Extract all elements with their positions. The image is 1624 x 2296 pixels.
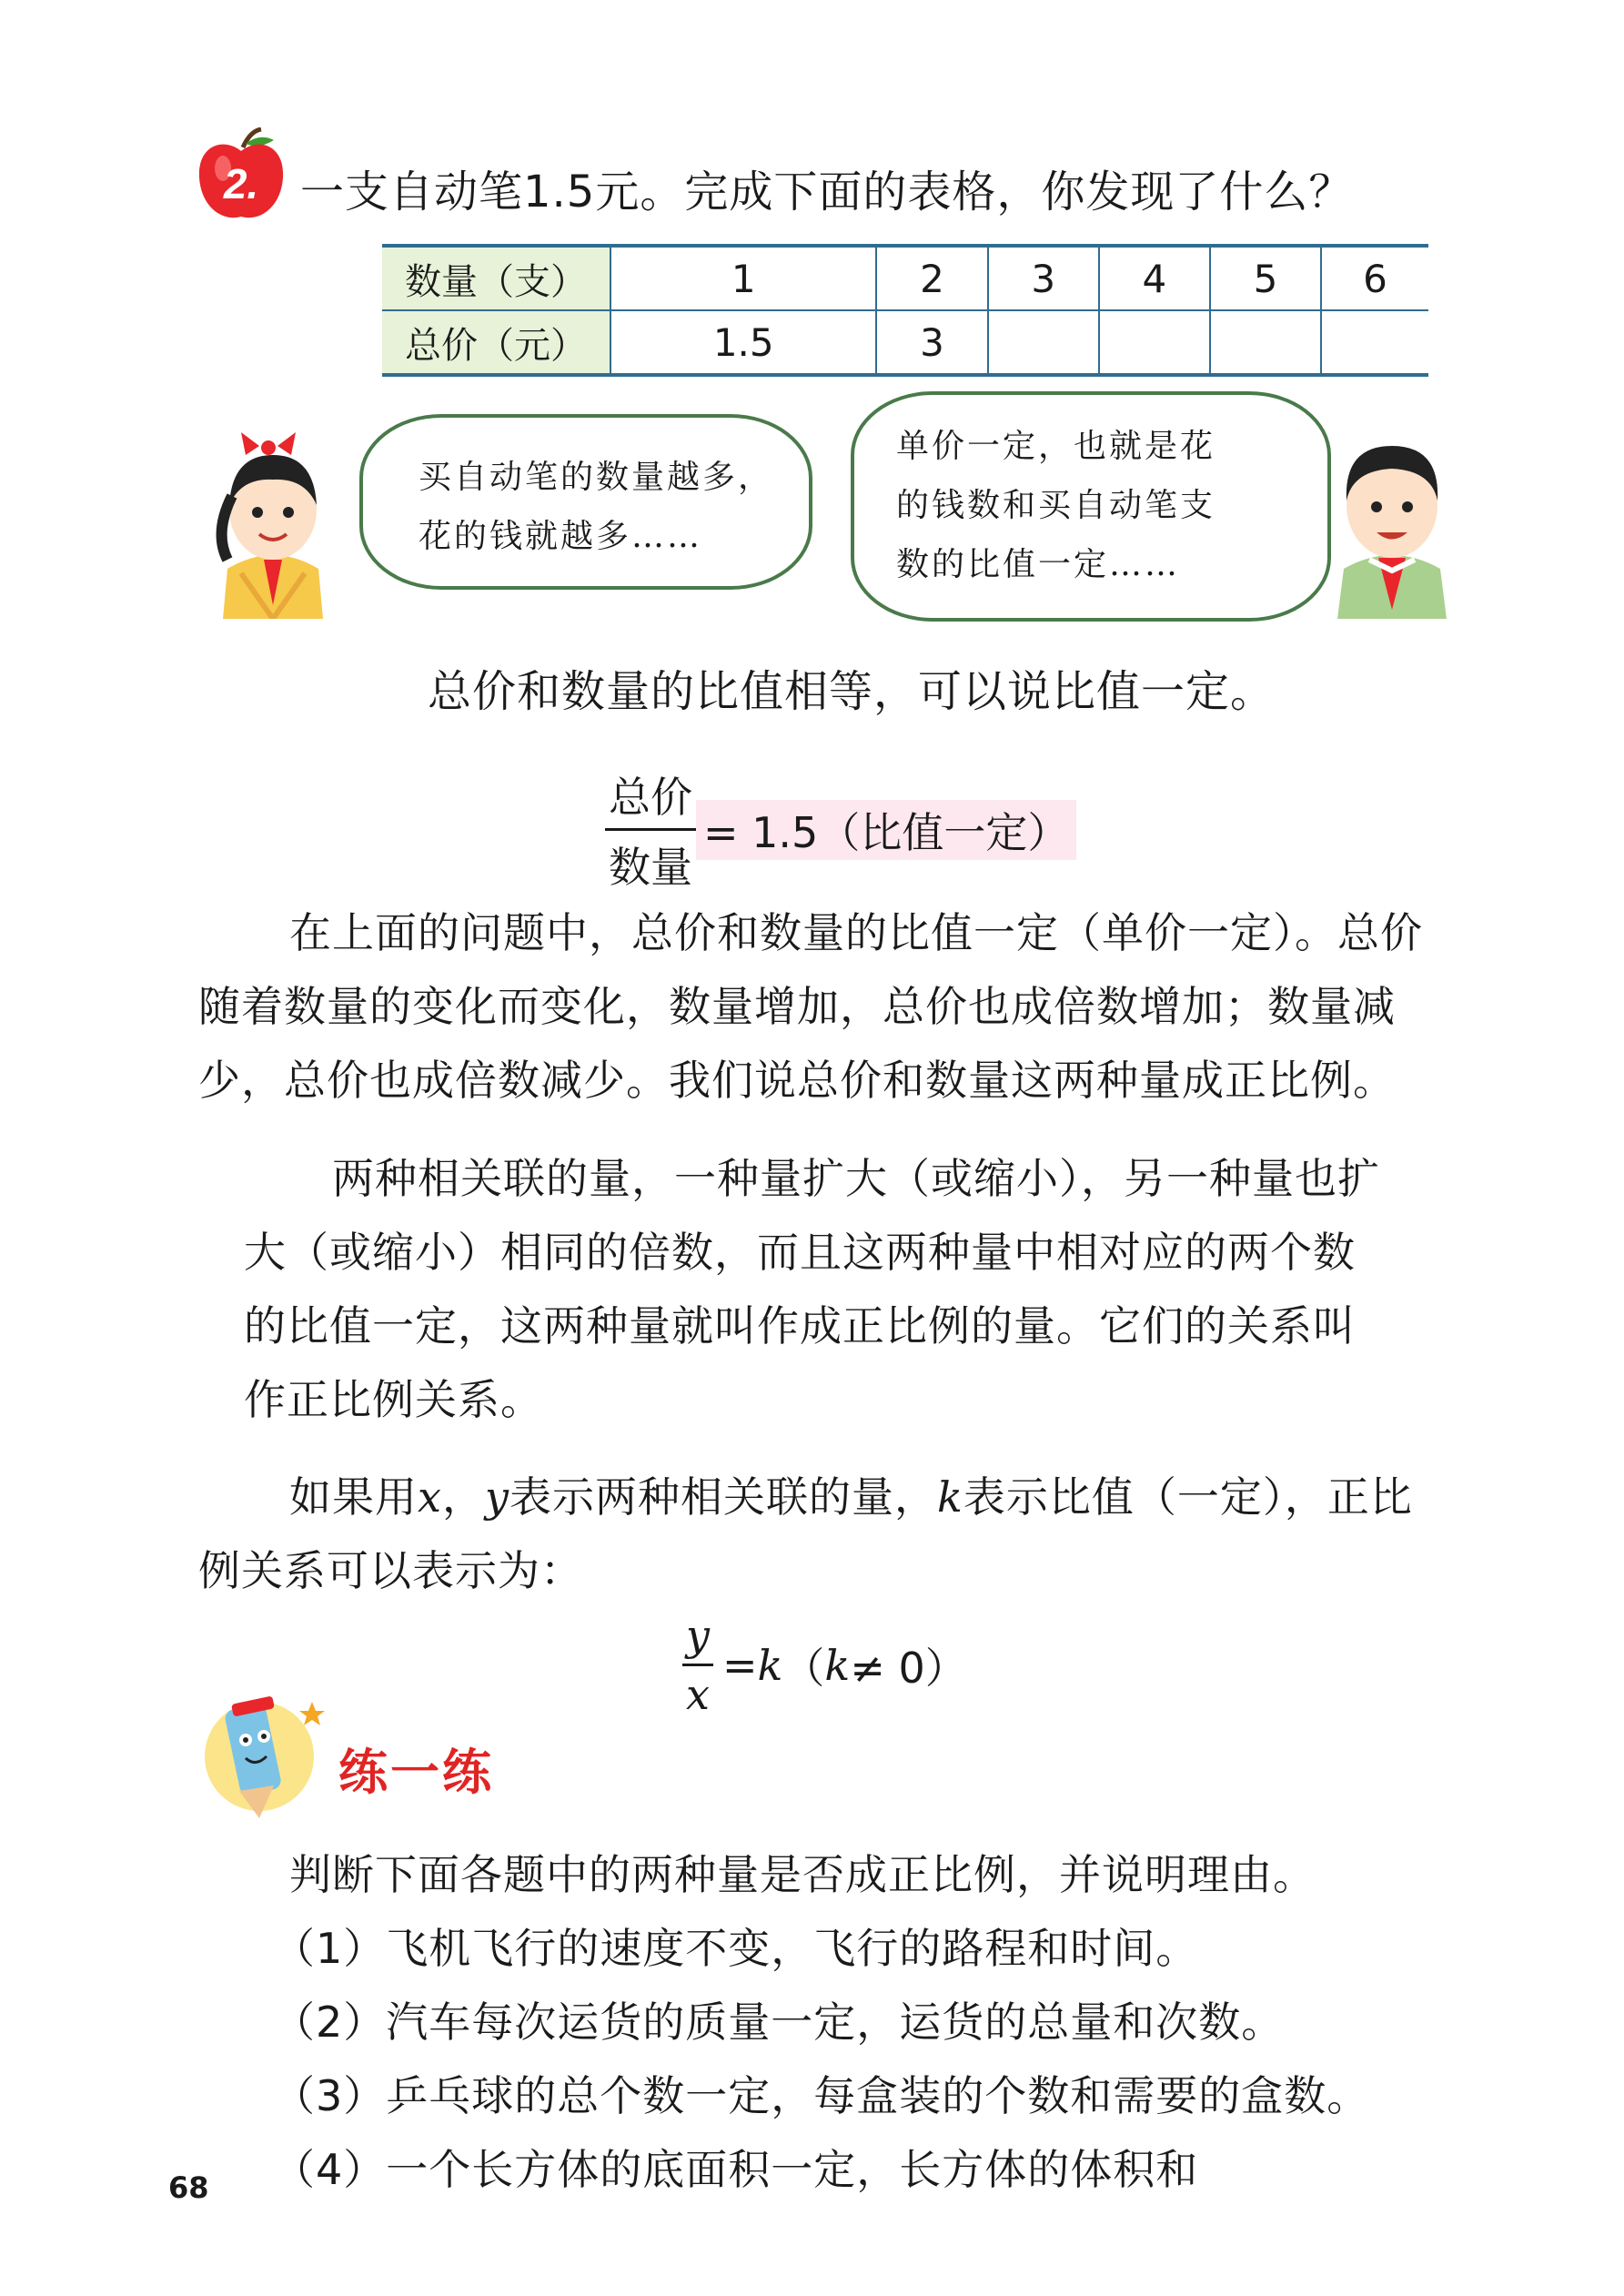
table-cell: [1210, 310, 1321, 375]
fraction-numerator: y: [682, 1611, 713, 1666]
table-cell: 1: [610, 246, 876, 310]
table-cell: 3: [876, 310, 987, 375]
table-cell: 4: [1099, 246, 1210, 310]
table-cell: 5: [1210, 246, 1321, 310]
variable-k: k: [936, 1472, 963, 1522]
table-cell: [1321, 310, 1428, 375]
table-cell: 6: [1321, 246, 1428, 310]
row-header-total-price: 总价（元）: [382, 310, 610, 375]
practice-item: （1）飞机飞行的速度不变，飞行的路程和时间。: [273, 1924, 1199, 1973]
price-ratio-formula: [605, 764, 1076, 895]
variable-y: y: [484, 1472, 509, 1522]
formula-rhs: = 1.5（比值一定）: [696, 800, 1076, 860]
boy-speech-text: [896, 417, 1215, 594]
definition-line: 大（或缩小）相同的倍数，而且这两种量中相对应的两个数: [244, 1228, 1356, 1277]
apple-number-icon: [196, 127, 287, 223]
fraction-denominator: 数量: [609, 843, 692, 892]
variable-x: x: [418, 1472, 442, 1522]
paragraph-line: 例关系可以表示为：: [198, 1546, 583, 1595]
text-span: （: [782, 1643, 825, 1693]
paragraph-line: [289, 1461, 1413, 1534]
paragraph-line: 随着数量的变化而变化，数量增加，总价也成倍数增加；数量减: [198, 982, 1396, 1031]
definition-line: 的比值一定，这两种量就叫作成正比例的量。它们的关系叫: [244, 1301, 1356, 1350]
table-row: [382, 310, 1428, 375]
definition-line: 作正比例关系。: [244, 1375, 543, 1424]
text-span: 如果用: [289, 1472, 418, 1522]
table-row: [382, 246, 1428, 310]
practice-intro: 判断下面各题中的两种量是否成正比例，并说明理由。: [289, 1850, 1316, 1899]
text-span: 表示两种相关联的量，: [509, 1472, 937, 1522]
ratio-statement: 总价和数量的比值相等，可以说比值一定。: [428, 666, 1276, 717]
table-cell: 2: [876, 246, 987, 310]
pencil-mascot-icon: [196, 1684, 332, 1820]
table-cell: [1099, 310, 1210, 375]
problem-number: 2.: [223, 160, 259, 207]
definition-line: 两种相关联的量，一种量扩大（或缩小），另一种量也扩: [332, 1154, 1380, 1203]
girl-illustration: [205, 423, 341, 619]
speech-line: 单价一定，也就是花: [896, 428, 1216, 465]
girl-speech-text: [419, 448, 773, 566]
speech-line: 的钱数和买自动笔支: [896, 487, 1216, 524]
boy-illustration: [1324, 414, 1460, 619]
practice-title: 练一练: [338, 1744, 494, 1801]
page-number: 68: [168, 2170, 209, 2205]
speech-line: 花的钱就越多……: [419, 518, 703, 555]
proportion-formula: [682, 1611, 967, 1719]
speech-line: 数的比值一定……: [896, 546, 1181, 583]
table-cell: 1.5: [610, 310, 876, 375]
text-span: 表示比值（一定），正比: [963, 1472, 1413, 1522]
practice-item: （3）乒乓球的总个数一定，每盒装的个数和需要的盒数。: [273, 2071, 1370, 2120]
paragraph-line: 少，总价也成倍数减少。我们说总价和数量这两种量成正比例。: [198, 1056, 1396, 1105]
table-cell: 3: [988, 246, 1099, 310]
fraction: [605, 764, 696, 895]
paragraph-line: 在上面的问题中，总价和数量的比值一定（单价一定）。总价: [289, 908, 1423, 957]
text-span: ，: [441, 1472, 485, 1522]
price-table: [382, 244, 1428, 377]
text-span: ≠ 0）: [850, 1643, 967, 1693]
fraction: [682, 1611, 713, 1719]
fraction-numerator: 总价: [605, 764, 696, 831]
practice-item: （2）汽车每次运货的质量一定，运货的总量和次数。: [273, 1998, 1285, 2047]
table-cell: [988, 310, 1099, 375]
equals-sign: =: [722, 1640, 758, 1690]
variable-k: k: [757, 1640, 783, 1690]
problem-text: 一支自动笔1.5元。完成下面的表格，你发现了什么？: [300, 167, 1354, 217]
fraction-denominator: x: [686, 1670, 710, 1719]
row-header-quantity: 数量（支）: [382, 246, 610, 310]
variable-k: k: [824, 1640, 851, 1690]
speech-line: 买自动笔的数量越多，: [419, 459, 774, 496]
practice-item: （4）一个长方体的底面积一定，长方体的体积和: [273, 2145, 1199, 2194]
